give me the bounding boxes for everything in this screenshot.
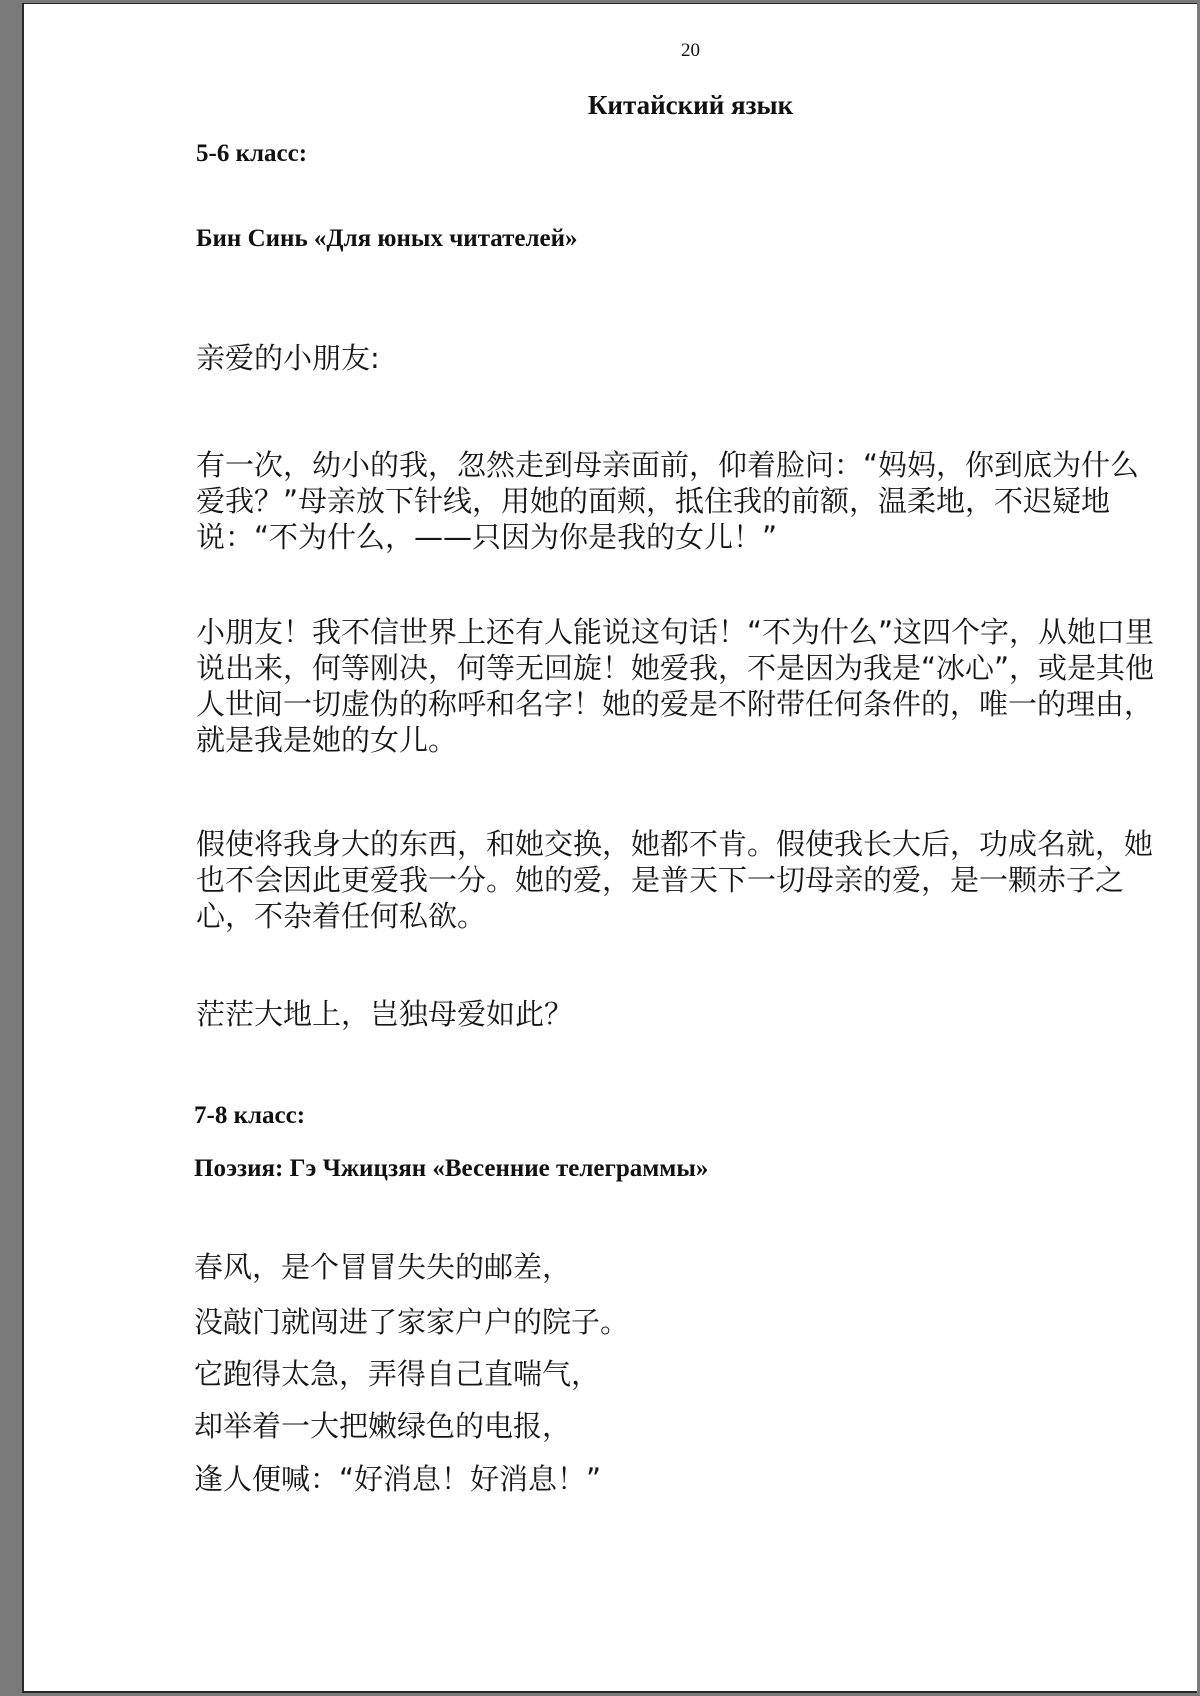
poem-line: 逢人便喊：“好消息！好消息！” <box>194 1462 602 1496</box>
paragraph-line: 小朋友！我不信世界上还有人能说这句话！“不为什么”这四个字，从她口里 <box>196 615 1155 649</box>
paragraph-line: 有一次，幼小的我，忽然走到母亲面前，仰着脸问：“妈妈，你到底为什么 <box>196 448 1140 482</box>
paragraph-line: 爱我？”母亲放下针线，用她的面颊，抵住我的前额，温柔地，不迟疑地 <box>196 484 1111 518</box>
document-page <box>22 3 1197 1693</box>
paragraph-line: 假使将我身大的东西，和她交换，她都不肯。假使我长大后，功成名就，她 <box>196 827 1154 861</box>
paragraph-line: 也不会因此更爱我一分。她的爱，是普天下一切母亲的爱，是一颗赤子之 <box>196 863 1125 897</box>
poem-line: 没敲门就闯进了家家户户的院子。 <box>194 1305 630 1339</box>
paragraph-line: 心，不杂着任何私欲。 <box>196 899 487 933</box>
poem-line: 却举着一大把嫩绿色的电报， <box>194 1409 572 1443</box>
grade-heading-5-6: 5-6 класс: <box>196 140 308 167</box>
paragraph-line: 茫茫大地上，岂独母爱如此？ <box>196 997 574 1031</box>
paragraph-3 <box>196 826 1153 934</box>
page-title: Китайский язык <box>587 90 794 120</box>
page-number: 20 <box>681 40 700 61</box>
paragraph-line: 就是我是她的女儿。 <box>196 723 458 757</box>
paragraph-2 <box>196 614 1154 758</box>
paragraph-4 <box>196 996 573 1032</box>
paragraph-1 <box>196 447 1139 555</box>
work-title-bing-xin: Бин Синь «Для юных читателей» <box>196 225 578 252</box>
poem-line: 春风，是个冒冒失失的邮差， <box>194 1250 572 1284</box>
poem-line: 它跑得太急，弄得自己直喘气， <box>194 1357 601 1391</box>
paragraph-line: 人世间一切虚伪的称呼和名字！她的爱是不附带任何条件的，唯一的理由， <box>196 687 1154 721</box>
salutation: 亲爱的小朋友: <box>196 341 380 375</box>
grade-heading-7-8: 7-8 класс: <box>194 1102 306 1129</box>
work-title-ge-zhijiang: Поэзия: Гэ Чжицзян «Весенние телеграммы» <box>194 1155 709 1182</box>
paragraph-line: 说出来，何等刚决，何等无回旋！她爱我，不是因为我是“冰心”，或是其他 <box>196 651 1155 685</box>
paragraph-line: 说：“不为什么，——只因为你是我的女儿！” <box>196 520 778 554</box>
